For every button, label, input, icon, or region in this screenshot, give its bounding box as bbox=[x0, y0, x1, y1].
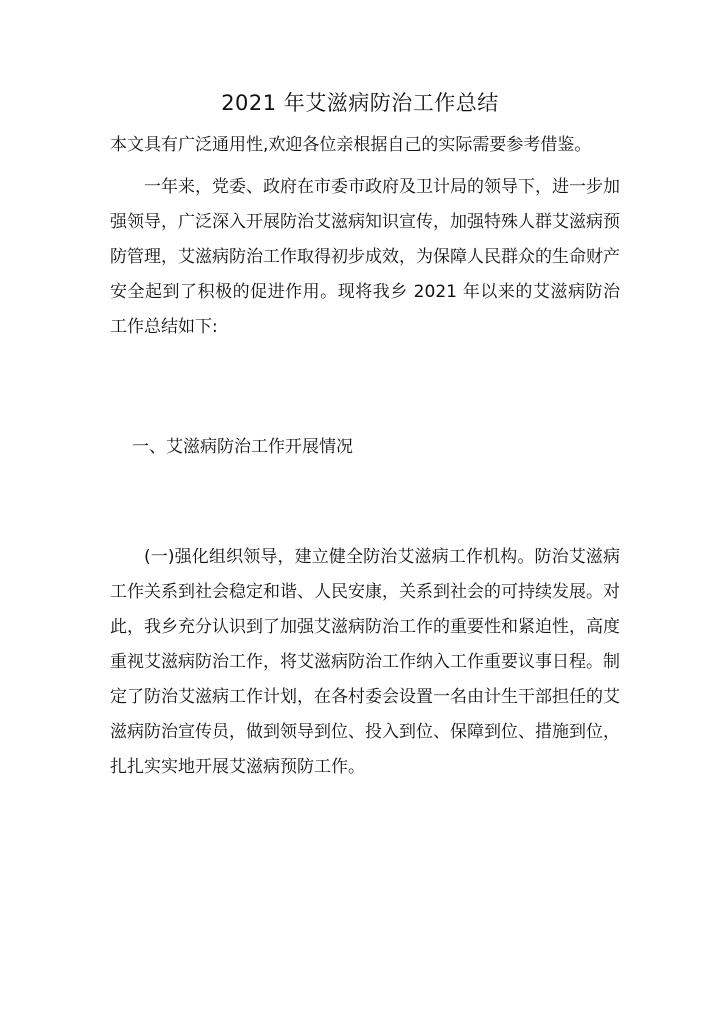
intro-note: 本文具有广泛通用性,欢迎各位亲根据自己的实际需要参考借鉴。 bbox=[110, 135, 592, 155]
section-heading: 一、艾滋病防治工作开展情况 bbox=[132, 437, 353, 457]
paragraph-organization: (一)强化组织领导，建立健全防治艾滋病工作机构。防治艾滋病工作关系到社会稳定和谐、人民安康，关系到社会的可持续发展。对此，我乡充分认识到了加强艾滋病防治工作的重要性和紧迫性，高度重视艾滋病防治工作，将艾滋病防治工作纳入工作重要议事日程。制定了防治艾滋病工作计划，在各村委会设置一名由计生干部担任的艾滋病防治宣传员，做到领导到位、投入到位、保障到位、措施到位，扎扎实实地开展艾滋病预防工作。 bbox=[110, 547, 620, 777]
document-title: 2021 年艾滋病防治工作总结 bbox=[221, 91, 499, 115]
paragraph-opening: 一年来，党委、政府在市委市政府及卫计局的领导下，进一步加强领导，广泛深入开展防治艾滋病知识宣传，加强特殊人群艾滋病预防管理，艾滋病防治工作取得初步成效，为保障人民群众的生命财产安全起到了积极的促进作用。现将我乡 2021 年以来的艾滋病防治工作总结如下: bbox=[110, 177, 620, 337]
